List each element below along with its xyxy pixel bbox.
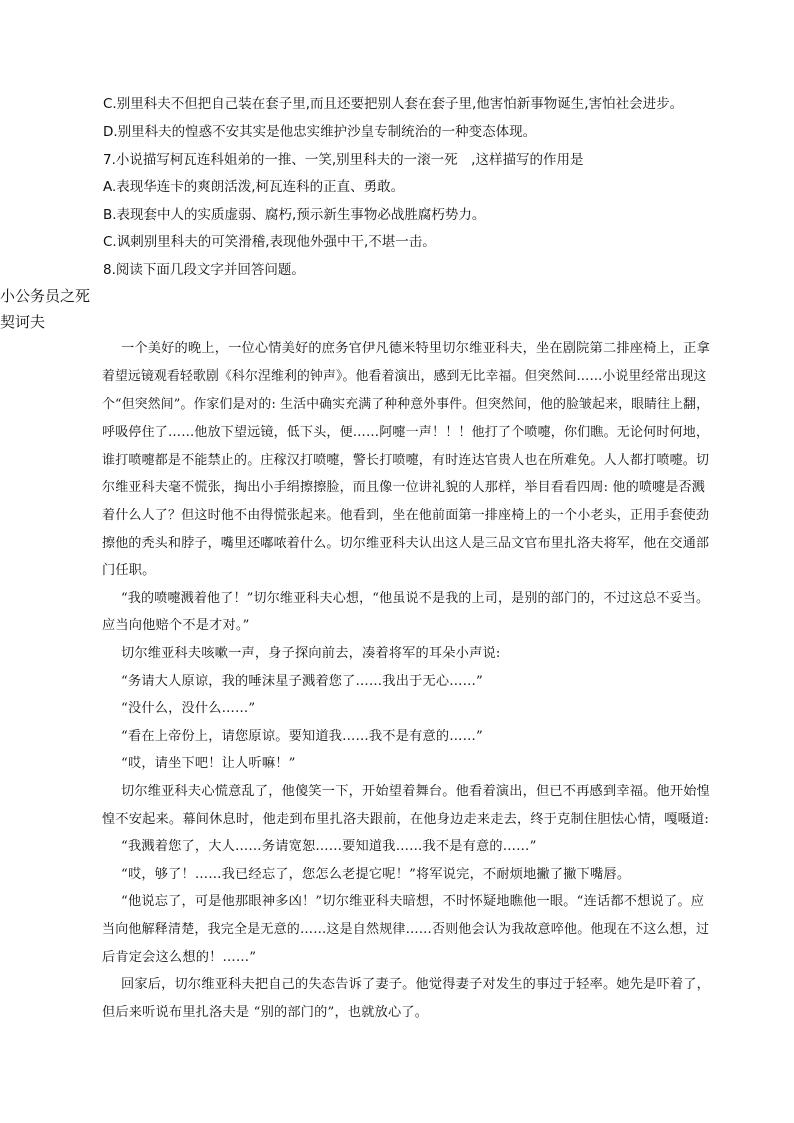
passage-line: 后肯定会这么想的！……” [102,950,257,965]
passage-line: “务请大人原谅，我的唾沫星子溅着您了……我出于无心……” [121,674,483,689]
passage-line: 当向他解释清楚，我完全是无意的……这是自然规律……否则他会认为我故意啐他。他现在不这么想，过 [102,922,710,937]
question-7-option-a: A.表现华连卡的爽朗活泼,柯瓦连科的正直、勇敢。 [103,179,405,195]
passage-line: “哎，够了！……我已经忘了，您怎么老提它呢！”将军说完，不耐烦地撇了撇下嘴唇。 [121,867,631,882]
passage-line: 但后来听说布里扎洛夫是 “别的部门的”，也就放心了。 [102,1005,429,1020]
passage-line: “我溅着您了，大人……务请宽恕……要知道我……我不是有意的……” [121,839,537,854]
question-7-stem: 7.小说描写柯瓦连科姐弟的一推、一笑,别里科夫的一滚一死 ,这样描写的作用是 [103,152,584,168]
passage-line: 门任职。 [102,563,156,578]
passage-line: 擦他的秃头和脖子，嘴里还嘟哝着什么。切尔维亚科夫认出这人是三品文官布里扎洛夫将军，他在交通部 [102,536,710,551]
passage-line: “我的喷嚏溅着他了！”切尔维亚科夫心想，“他虽说不是我的上司，是别的部门的，不过这总不妥当。 [121,591,710,606]
question-6-option-c: C.别里科夫不但把自己装在套子里,而且还要把别人套在套子里,他害怕新事物诞生,害怕社会进步。 [103,96,684,112]
passage-line: 个“但突然间”。作家们是对的: 生活中确实充满了种种意外事件。但突然间，他的脸皱起来，眼睛往上翻， [102,397,710,412]
passage-line: “哎，请坐下吧！让人听嘛！” [121,756,296,771]
passage-line: “他说忘了，可是他那眼神多凶！”切尔维亚科夫暗想，不时怀疑地瞧他一眼。“连话都不想说了。应 [121,894,705,909]
passage-author: 契诃夫 [0,313,46,331]
passage-line: 呼吸停住了……他放下望远镜，低下头，便……阿嚏一声！！！他打了个喷嚏，你们瞧。无论何时何地， [102,425,710,440]
passage-line: 惶不安起来。幕间休息时，他走到布里扎洛夫跟前，在他身边走来走去，终于克制住胆怯心情，嘎嗫道: [102,812,710,827]
passage-title: 小公务员之死 [0,287,91,305]
passage-line: 回家后，切尔维亚科夫把自己的失态告诉了妻子。他觉得妻子对发生的事过于轻率。她先是吓着了， [121,977,711,992]
question-6-option-d: D.别里科夫的惶惑不安其实是他忠实维护沙皇专制统治的一种变态体现。 [103,124,537,140]
passage-line: 尔维亚科夫毫不慌张，掏出小手绢擦擦脸，而且像一位讲礼貌的人那样，举目看看四周: 他的喷嚏是否溅 [102,480,705,495]
passage-line: 着望远镜观看轻歌剧《科尔涅维利的钟声》。他看着演出，感到无比幸福。但突然间……小说里经常出现这 [102,369,707,384]
passage-line: 切尔维亚科夫咳嗽一声，身子探向前去，凑着将军的耳朵小声说: [121,646,501,661]
passage-line: “看在上帝份上，请您原谅。要知道我……我不是有意的……” [121,729,483,744]
passage-line: 谁打喷嚏都是不能禁止的。庄稼汉打喷嚏，警长打喷嚏，有时连达官贵人也在所难免。人人都打喷嚏。切 [102,453,710,468]
question-7-option-b: B.表现套中人的实质虚弱、腐朽,预示新生事物必战胜腐朽势力。 [103,207,486,223]
question-7-option-c: C.讽刺别里科夫的可笑滑稽,表现他外强中干,不堪一击。 [103,234,436,250]
passage-line: “没什么，没什么……” [121,701,256,716]
passage-line: 一个美好的晚上，一位心情美好的庶务官伊凡德米特里切尔维亚科夫，坐在剧院第二排座椅上，正拿 [121,341,711,356]
passage-line: 应当向他赔个不是才对。” [102,618,250,633]
passage-line: 切尔维亚科夫心慌意乱了，他傻笑一下，开始望着舞台。他看着演出，但已不再感到幸福。他开始惶 [121,784,711,799]
question-8-stem: 8.阅读下面几段文字并回答问题。 [103,262,305,278]
passage-line: 着什么人了？但这时他不由得慌张起来。他看到，坐在他前面第一排座椅上的一个小老头，正用手套使劲 [102,508,710,523]
